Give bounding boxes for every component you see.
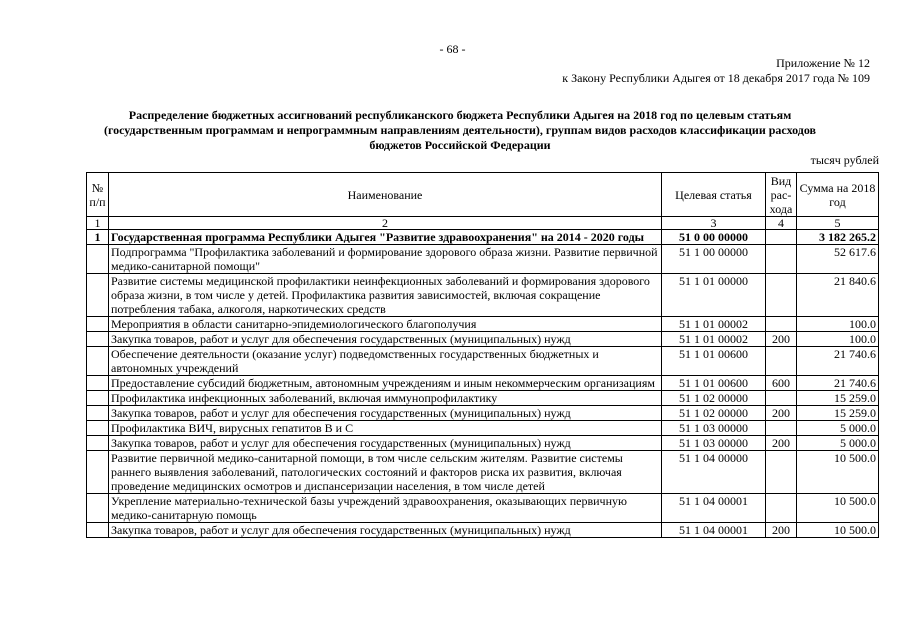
cell-target-code: 51 0 00 00000 [662,230,766,245]
cell-target-code: 51 1 01 00600 [662,376,766,391]
cell-sum: 3 182 265.2 [797,230,879,245]
cell-expense-type [766,421,797,436]
cell-sum: 21 740.6 [797,376,879,391]
cell-target-code: 51 1 02 00000 [662,406,766,421]
cell-num [87,317,109,332]
cell-expense-type: 600 [766,376,797,391]
column-number: 3 [662,217,766,230]
cell-num [87,494,109,523]
table-row [87,376,879,391]
cell-sum: 21 740.6 [797,347,879,376]
cell-num [87,332,109,347]
cell-num [87,376,109,391]
cell-expense-type: 200 [766,523,797,538]
table-row [87,421,879,436]
column-number: 1 [87,217,109,230]
cell-sum: 10 500.0 [797,523,879,538]
cell-num [87,451,109,494]
cell-name: Мероприятия в области санитарно-эпидемиологического благополучия [109,317,662,332]
cell-sum: 100.0 [797,317,879,332]
table-row [87,274,879,317]
cell-target-code: 51 1 04 00001 [662,494,766,523]
cell-target-code: 51 1 01 00002 [662,317,766,332]
cell-num [87,245,109,274]
cell-sum: 52 617.6 [797,245,879,274]
column-number: 5 [797,217,879,230]
cell-num [87,523,109,538]
cell-expense-type: 200 [766,406,797,421]
table-row [87,436,879,451]
header-row [87,173,879,217]
cell-expense-type [766,317,797,332]
cell-name: Закупка товаров, работ и услуг для обеспечения государственных (муниципальных) нужд [109,332,662,347]
header-vid: Вид рас-хода [766,173,797,217]
cell-name: Обеспечение деятельности (оказание услуг) подведомственных государственных бюджетных и автономных учреждений [109,347,662,376]
table-row [87,245,879,274]
cell-expense-type [766,347,797,376]
cell-num: 1 [87,230,109,245]
cell-target-code: 51 1 03 00000 [662,436,766,451]
table-row [87,317,879,332]
cell-expense-type: 200 [766,436,797,451]
column-number: 2 [109,217,662,230]
cell-num [87,391,109,406]
column-number-row [87,217,879,230]
cell-target-code: 51 1 02 00000 [662,391,766,406]
cell-sum: 21 840.6 [797,274,879,317]
cell-expense-type [766,274,797,317]
cell-expense-type: 200 [766,332,797,347]
table-row [87,391,879,406]
units-label: тысяч рублей [810,153,879,167]
table-row [87,332,879,347]
header-sum: Сумма на 2018 год [797,173,879,217]
header-code: Целевая статья [662,173,766,217]
cell-name: Предоставление субсидий бюджетным, автономным учреждениям и иным некоммерческим организациям [109,376,662,391]
header-name: Наименование [109,173,662,217]
header-num: № п/п [87,173,109,217]
cell-num [87,421,109,436]
cell-expense-type [766,494,797,523]
cell-name: Государственная программа Республики Адыгея "Развитие здравоохранения" на 2014 - 2020 годы [109,230,662,245]
cell-name: Развитие системы медицинской профилактики неинфекционных заболеваний и формирования здорового образа жизни, в том числе у детей. Профилактика развития зависимостей, включая сокращение потребления табака, алкоголя, наркотических средств [109,274,662,317]
cell-expense-type [766,451,797,494]
appendix-line-1: Приложение № 12 [776,56,870,70]
table-row [87,230,879,245]
cell-target-code: 51 1 00 00000 [662,245,766,274]
appendix-line-2: к Закону Республики Адыгея от 18 декабря 2017 года № 109 [562,71,870,85]
cell-num [87,406,109,421]
cell-expense-type [766,245,797,274]
budget-table [86,172,879,538]
cell-sum: 100.0 [797,332,879,347]
cell-name: Профилактика инфекционных заболеваний, включая иммунопрофилактику [109,391,662,406]
cell-name: Профилактика ВИЧ, вирусных гепатитов В и С [109,421,662,436]
cell-name: Закупка товаров, работ и услуг для обеспечения государственных (муниципальных) нужд [109,406,662,421]
cell-sum: 10 500.0 [797,451,879,494]
cell-sum: 5 000.0 [797,421,879,436]
cell-name: Развитие первичной медико-санитарной помощи, в том числе сельским жителям. Развитие системы раннего выявления заболеваний, патологических состояний и факторов риска их развития, включая проведение медицинских осмотров и диспансеризации населения, в том числе детей [109,451,662,494]
cell-expense-type [766,230,797,245]
cell-target-code: 51 1 01 00600 [662,347,766,376]
page-number: - 68 - [439,42,466,56]
cell-expense-type [766,391,797,406]
cell-sum: 5 000.0 [797,436,879,451]
table-row [87,494,879,523]
cell-target-code: 51 1 04 00001 [662,523,766,538]
cell-name: Подпрограмма "Профилактика заболеваний и формирование здорового образа жизни. Развитие первичной медико-санитарной помощи" [109,245,662,274]
cell-num [87,347,109,376]
table-row [87,523,879,538]
cell-sum: 10 500.0 [797,494,879,523]
cell-name: Закупка товаров, работ и услуг для обеспечения государственных (муниципальных) нужд [109,523,662,538]
cell-target-code: 51 1 01 00002 [662,332,766,347]
table-body [87,230,879,538]
cell-target-code: 51 1 03 00000 [662,421,766,436]
column-number: 4 [766,217,797,230]
table-row [87,347,879,376]
cell-sum: 15 259.0 [797,391,879,406]
cell-target-code: 51 1 04 00000 [662,451,766,494]
cell-target-code: 51 1 01 00000 [662,274,766,317]
cell-num [87,436,109,451]
table-row [87,406,879,421]
appendix-reference [562,56,870,86]
table-row [87,451,879,494]
cell-sum: 15 259.0 [797,406,879,421]
document-title: Распределение бюджетных ассигнований республиканского бюджета Республики Адыгея на 2018 год по целевым статьям (государственным программам и непрограммным направлениям деятельности), группам видов расходов классификации расходов бюджетов Российской Федерации [103,108,817,152]
cell-num [87,274,109,317]
cell-name: Укрепление материально-технической базы учреждений здравоохранения, оказывающих первичную медико-санитарную помощь [109,494,662,523]
cell-name: Закупка товаров, работ и услуг для обеспечения государственных (муниципальных) нужд [109,436,662,451]
